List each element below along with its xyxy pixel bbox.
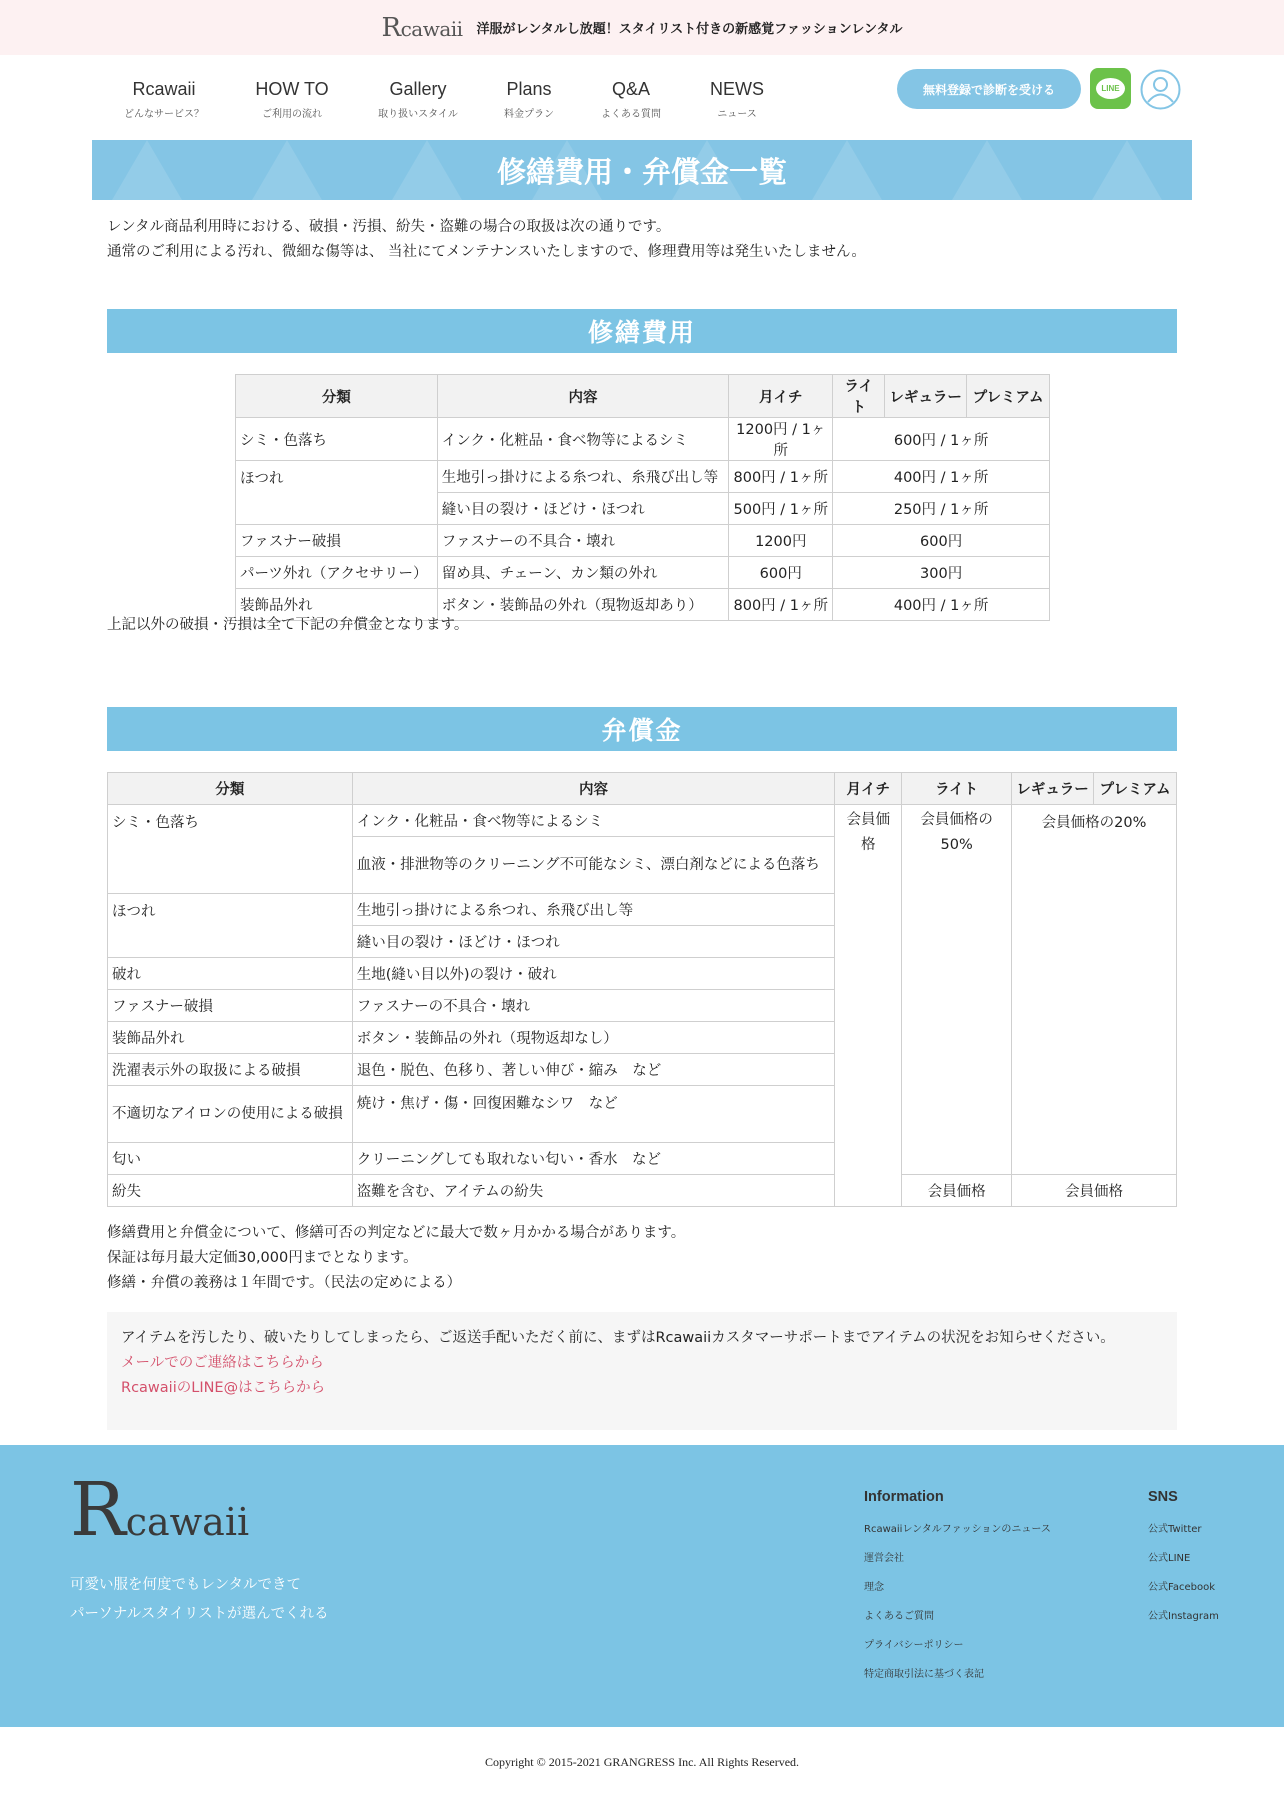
intro-text [107, 215, 866, 265]
cell-monthly: 600円 [729, 557, 833, 589]
header-content: 内容 [352, 773, 834, 805]
compensation-table [107, 772, 1177, 1207]
cell-content: 血液・排泄物等のクリーニング不可能なシミ、漂白剤などによる色落ち [352, 837, 834, 894]
cell-light-price: 会員価格の50% [902, 805, 1012, 1175]
cell-category: 匂い [108, 1143, 353, 1175]
nav-label: Plans [506, 79, 552, 99]
note-line: 修繕・弁償の義務は１年間です。（民法の定めによる） [107, 1275, 462, 1291]
footer-logo[interactable]: Rcawaii [70, 1467, 250, 1553]
header-monthly: 月イチ [835, 773, 902, 805]
repair-after-note: 上記以外の破損・汚損は全て下記の弁償金となります。 [107, 617, 469, 633]
nav-sublabel: ニュース [717, 109, 757, 120]
cell-loss-regular-premium: 会員価格 [1012, 1175, 1177, 1207]
cell-category: ファスナー破損 [108, 990, 353, 1022]
cell-category: 破れ [108, 958, 353, 990]
footer-link-company[interactable]: 運営会社 [864, 1553, 904, 1564]
cell-content: 生地引っ掛けによる糸つれ、糸飛び出し等 [437, 461, 729, 493]
cell-content: 留め具、チェーン、カン類の外れ [437, 557, 729, 589]
cell-content: ファスナーの不具合・壊れ [352, 990, 834, 1022]
cell-regular-premium-price: 会員価格の20% [1012, 805, 1177, 1175]
line-contact-link[interactable]: RcawaiiのLINE@はこちらから [121, 1380, 326, 1396]
table-header-row [236, 375, 1050, 418]
cell-loss-light: 会員価格 [902, 1175, 1012, 1207]
table-row [236, 461, 1050, 493]
cell-monthly: 1200円 / 1ヶ所 [729, 418, 833, 461]
cell-content: ボタン・装飾品の外れ（現物返却あり） [437, 589, 729, 621]
user-account-icon[interactable] [1140, 69, 1181, 110]
cell-content: インク・化粧品・食べ物等によるシミ [352, 805, 834, 837]
cell-content: インク・化粧品・食べ物等によるシミ [437, 418, 729, 461]
nav-sublabel: よくある質問 [601, 109, 661, 120]
nav-label: HOW TO [255, 79, 329, 99]
nav-sublabel: ご利用の流れ [262, 109, 322, 120]
header-regular: レギュラー [885, 375, 967, 418]
cell-content: 縫い目の裂け・ほどけ・ほつれ [352, 926, 834, 958]
information-heading: Information [864, 1489, 944, 1505]
cell-category: 装飾品外れ [108, 1022, 353, 1054]
catchcopy-line: パーソナルスタイリストが選んでくれる [70, 1606, 329, 1622]
nav-item-news[interactable] [677, 79, 797, 120]
cell-content: ボタン・装飾品の外れ（現物返却なし） [352, 1022, 834, 1054]
cell-content: 生地引っ掛けによる糸つれ、糸飛び出し等 [352, 894, 834, 926]
cell-content: ファスナーの不具合・壊れ [437, 525, 729, 557]
cell-category: ほつれ [108, 894, 353, 958]
intro-line: レンタル商品利用時における、破損・汚損、紛失・盗難の場合の取扱は次の通りです。 [107, 219, 671, 235]
page-title: 修繕費用・弁償金一覧 [496, 154, 787, 189]
cell-monthly: 500円 / 1ヶ所 [729, 493, 833, 525]
footer-link-privacy[interactable]: プライバシーポリシー [864, 1640, 964, 1651]
copyright: Copyright © 2015-2021 GRANGRESS Inc. All Rights Reserved. [484, 1755, 800, 1769]
cell-others: 250円 / 1ヶ所 [833, 493, 1050, 525]
footer-link-facebook[interactable]: 公式Facebook [1148, 1582, 1215, 1593]
cell-others: 300円 [833, 557, 1050, 589]
footer-link-twitter[interactable]: 公式Twitter [1148, 1524, 1202, 1535]
contact-text: アイテムを汚したり、破いたりしてしまったら、ご返送手配いただく前に、まずはRcawaiiカスタマーサポートまでアイテムの状況をお知らせください。 [121, 1330, 1115, 1346]
header-premium: プレミアム [1094, 773, 1177, 805]
footer-link-legal[interactable]: 特定商取引法に基づく表記 [864, 1669, 984, 1680]
contact-box [107, 1312, 1177, 1430]
nav-item-rcawaii[interactable] [104, 79, 224, 120]
cell-category: パーツ外れ（アクセサリー） [236, 557, 438, 589]
cell-category: 洗濯表示外の取扱による破損 [108, 1054, 353, 1086]
header-monthly: 月イチ [729, 375, 833, 418]
repair-section-heading: 修繕費用 [107, 309, 1177, 353]
cell-category: ほつれ [236, 461, 438, 525]
line-icon: LINE [1096, 78, 1125, 99]
cell-content: 生地(縫い目以外)の裂け・破れ [352, 958, 834, 990]
top-banner [0, 0, 1284, 55]
cell-content: クリーニングしても取れない匂い・香水 など [352, 1143, 834, 1175]
cell-category: 不適切なアイロンの使用による破損 [108, 1086, 353, 1143]
footer-link-instagram[interactable]: 公式Instagram [1148, 1611, 1219, 1622]
table-row [236, 525, 1050, 557]
sns-heading: SNS [1148, 1489, 1178, 1505]
footer-link-philosophy[interactable]: 理念 [864, 1582, 884, 1593]
header-category: 分類 [108, 773, 353, 805]
header-light: ライト [902, 773, 1012, 805]
cell-others: 600円 / 1ヶ所 [833, 418, 1050, 461]
table-row [236, 557, 1050, 589]
nav-label: Gallery [389, 79, 447, 99]
note-line: 修繕費用と弁償金について、修繕可否の判定などに最大で数ヶ月かかる場合があります。 [107, 1225, 686, 1241]
cell-category: 紛失 [108, 1175, 353, 1207]
compensation-notes [107, 1221, 685, 1296]
nav-label: Rcawaii [132, 79, 196, 99]
header-category: 分類 [236, 375, 438, 418]
compensation-section-heading: 弁償金 [107, 707, 1177, 751]
cell-others: 400円 / 1ヶ所 [833, 461, 1050, 493]
table-header-row [108, 773, 1177, 805]
banner-tagline: 洋服がレンタルし放題！スタイリスト付きの新感覚ファッションレンタル [476, 22, 903, 37]
footer-sns-column [1148, 1489, 1219, 1636]
table-row [108, 805, 1177, 837]
header-premium: プレミアム [967, 375, 1050, 418]
nav-sublabel: 取り扱いスタイル [378, 109, 458, 120]
cell-category: 装飾品外れ [236, 589, 438, 621]
nav-sublabel: 料金プラン [504, 109, 554, 120]
nav-label: NEWS [710, 79, 764, 99]
line-button[interactable] [1090, 68, 1131, 109]
table-row [108, 1175, 1177, 1207]
cell-content: 焼け・焦げ・傷・回復困難なシワ など [352, 1086, 834, 1143]
cell-content: 縫い目の裂け・ほどけ・ほつれ [437, 493, 729, 525]
footer [0, 1445, 1284, 1727]
footer-information-column [864, 1489, 1051, 1694]
banner-logo[interactable]: Rcawaii [381, 12, 463, 43]
nav-item-howto[interactable] [232, 79, 352, 120]
free-register-button[interactable]: 無料登録で診断を受ける [897, 69, 1081, 109]
cell-monthly: 1200円 [729, 525, 833, 557]
nav-item-qa[interactable] [571, 79, 691, 120]
cell-category: シミ・色落ち [236, 418, 438, 461]
page-title-banner [92, 140, 1192, 200]
nav-label: Q&A [611, 79, 650, 99]
footer-link-line[interactable]: 公式LINE [1148, 1553, 1191, 1564]
mail-contact-link[interactable]: メールでのご連絡はこちらから [121, 1355, 324, 1371]
header-regular: レギュラー [1012, 773, 1094, 805]
cell-content: 盗難を含む、アイテムの紛失 [352, 1175, 834, 1207]
footer-catchcopy [70, 1571, 329, 1629]
nav-item-gallery[interactable] [358, 79, 478, 120]
cell-others: 400円 / 1ヶ所 [833, 589, 1050, 621]
cell-others: 600円 [833, 525, 1050, 557]
cell-content: 退色・脱色、色移り、著しい伸び・縮み など [352, 1054, 834, 1086]
note-line: 保証は毎月最大定価30,000円までとなります。 [107, 1250, 418, 1266]
header-content: 内容 [437, 375, 729, 418]
cell-monthly-price: 会員価格 [835, 805, 902, 1207]
cell-monthly: 800円 / 1ヶ所 [729, 589, 833, 621]
cell-monthly: 800円 / 1ヶ所 [729, 461, 833, 493]
repair-fee-table [235, 374, 1050, 621]
catchcopy-line: 可愛い服を何度でもレンタルできて [70, 1577, 302, 1593]
footer-link-faq[interactable]: よくあるご質問 [864, 1611, 934, 1622]
cell-category: シミ・色落ち [108, 805, 353, 894]
header-light: ライト [833, 375, 885, 418]
footer-link-news[interactable]: Rcawaiiレンタルファッションのニュース [864, 1524, 1051, 1535]
nav-sublabel: どんなサービス？ [124, 109, 204, 120]
table-row [236, 418, 1050, 461]
intro-line: 通常のご利用による汚れ、微細な傷等は、 当社にてメンテナンスいたしますので、修理費用等は発生いたしません。 [107, 244, 866, 260]
cell-category: ファスナー破損 [236, 525, 438, 557]
